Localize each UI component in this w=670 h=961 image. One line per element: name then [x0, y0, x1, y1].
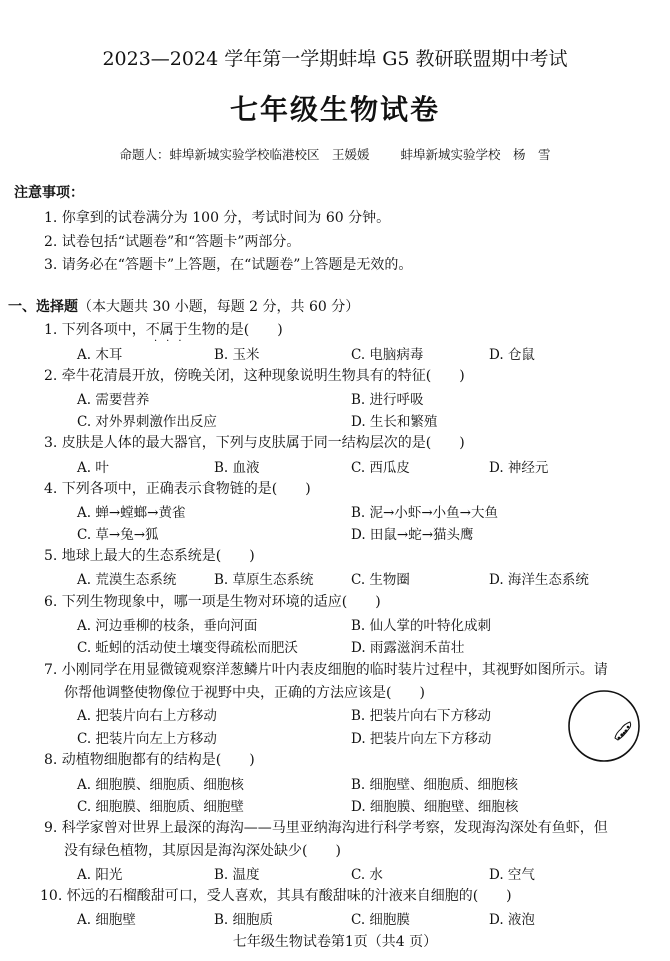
- question-7-option-d: D. 把装片向左下方移动: [351, 731, 492, 747]
- question-1-option-a: A. 木耳: [77, 347, 123, 363]
- section-heading: [8, 296, 359, 316]
- question-3-option-a: A. 叶: [77, 460, 109, 476]
- microscope-field-figure: [566, 688, 642, 764]
- question-6-option-b: B. 仙人掌的叶特化成刺: [351, 618, 492, 634]
- notice-heading: 注意事项：: [14, 185, 84, 201]
- question-10-option-d: D. 液泡: [489, 912, 535, 928]
- question-9-stem: 9. 科学家曾对世界上最深的海沟——马里亚纳海沟进行科学考察，发现海沟深处有鱼虾，但: [44, 820, 608, 836]
- question-4-option-c: C. 草→兔→狐: [77, 527, 159, 543]
- question-5-option-b: B. 草原生态系统: [214, 572, 314, 588]
- question-1-stem: 1. 下列各项中，不属于生物的是( ): [44, 322, 283, 338]
- question-7-stem-continued: 你帮他调整使物像位于视野中央，正确的方法应该是( ): [64, 685, 425, 701]
- emphasis-dots: ···: [154, 336, 191, 347]
- section-label: 一、选择题: [8, 299, 78, 315]
- question-2-stem: 2. 牵牛花清晨开放，傍晚关闭，这种现象说明生物具有的特征( ): [44, 368, 465, 384]
- question-6-option-c: C. 蚯蚓的活动使土壤变得疏松而肥沃: [77, 640, 298, 656]
- question-9-option-a: A. 阳光: [77, 867, 123, 883]
- question-4-option-b: B. 泥→小虾→小鱼→大鱼: [351, 505, 498, 521]
- question-7-option-a: A. 把装片向右上方移动: [77, 708, 217, 724]
- question-4-option-a: A. 蝉→螳螂→黄雀: [77, 505, 186, 521]
- question-9-stem-continued: 没有绿色植物，其原因是海沟深处缺少( ): [64, 843, 341, 859]
- question-8-option-d: D. 细胞膜、细胞壁、细胞核: [351, 799, 519, 815]
- question-5-option-d: D. 海洋生态系统: [489, 572, 589, 588]
- question-10-option-a: A. 细胞壁: [77, 912, 136, 928]
- question-4-option-d: D. 田鼠→蛇→猫头鹰: [351, 527, 474, 543]
- question-5-option-c: C. 生物圈: [351, 572, 410, 588]
- question-7-option-b: B. 把装片向右下方移动: [351, 708, 492, 724]
- question-3-option-b: B. 血液: [214, 460, 260, 476]
- question-2-option-d: D. 生长和繁殖: [351, 414, 438, 430]
- question-2-option-c: C. 对外界刺激作出反应: [77, 414, 217, 430]
- question-1-option-b: B. 玉米: [214, 347, 260, 363]
- question-5-option-a: A. 荒漠生态系统: [77, 572, 177, 588]
- question-9-option-d: D. 空气: [489, 867, 535, 883]
- section-description: （本大题共 30 小题，每题 2 分，共 60 分）: [78, 299, 360, 315]
- question-6-option-a: A. 河边垂柳的枝条，垂向河面: [77, 618, 258, 634]
- question-2-option-a: A. 需要营养: [77, 392, 150, 408]
- question-7-option-c: C. 把装片向左上方移动: [77, 731, 217, 747]
- question-2-option-b: B. 进行呼吸: [351, 392, 424, 408]
- question-9-option-b: B. 温度: [214, 867, 260, 883]
- question-9-option-c: C. 水: [351, 867, 383, 883]
- question-3-option-d: D. 神经元: [489, 460, 549, 476]
- exam-title: 2023—2024 学年第一学期蚌埠 G5 教研联盟期中考试: [102, 48, 568, 70]
- question-10-option-b: B. 细胞质: [214, 912, 274, 928]
- notice-item-2: 2. 试卷包括“试题卷”和“答题卡”两部分。: [44, 234, 301, 250]
- question-3-stem: 3. 皮肤是人体的最大器官，下列与皮肤属于同一结构层次的是( ): [44, 435, 465, 451]
- question-1-option-c: C. 电脑病毒: [351, 347, 424, 363]
- question-3-option-c: C. 西瓜皮: [351, 460, 410, 476]
- question-4-stem: 4. 下列各项中，正确表示食物链的是( ): [44, 481, 311, 497]
- notice-item-3: 3. 请务必在“答题卡”上答题，在“试题卷”上答题是无效的。: [44, 257, 413, 273]
- question-8-option-a: A. 细胞膜、细胞质、细胞核: [77, 777, 244, 793]
- question-7-stem: 7. 小刚同学在用显微镜观察洋葱鳞片叶内表皮细胞的临时装片过程中，其视野如图所示。请: [44, 662, 608, 678]
- paper-title: 七年级生物试卷: [229, 93, 440, 126]
- question-8-option-c: C. 细胞膜、细胞质、细胞壁: [77, 799, 244, 815]
- question-1-option-d: D. 仓鼠: [489, 347, 535, 363]
- question-6-stem: 6. 下列生物现象中，哪一项是生物对环境的适应( ): [44, 594, 381, 610]
- page-footer: 七年级生物试卷第1页（共4 页）: [232, 934, 438, 950]
- authors-line: 命题人：蚌埠新城实验学校临港校区 王媛媛 蚌埠新城实验学校 杨 雪: [119, 147, 551, 162]
- question-5-stem: 5. 地球上最大的生态系统是( ): [44, 548, 255, 564]
- question-10-stem: 10. 怀远的石榴酸甜可口，受人喜欢，其具有酸甜味的汁液来自细胞的( ): [40, 888, 512, 904]
- question-6-option-d: D. 雨露滋润禾苗壮: [351, 640, 465, 656]
- notice-item-1: 1. 你拿到的试卷满分为 100 分，考试时间为 60 分钟。: [44, 210, 391, 226]
- question-8-stem: 8. 动植物细胞都有的结构是( ): [44, 752, 255, 768]
- question-8-option-b: B. 细胞壁、细胞质、细胞核: [351, 777, 519, 793]
- question-10-option-c: C. 细胞膜: [351, 912, 410, 928]
